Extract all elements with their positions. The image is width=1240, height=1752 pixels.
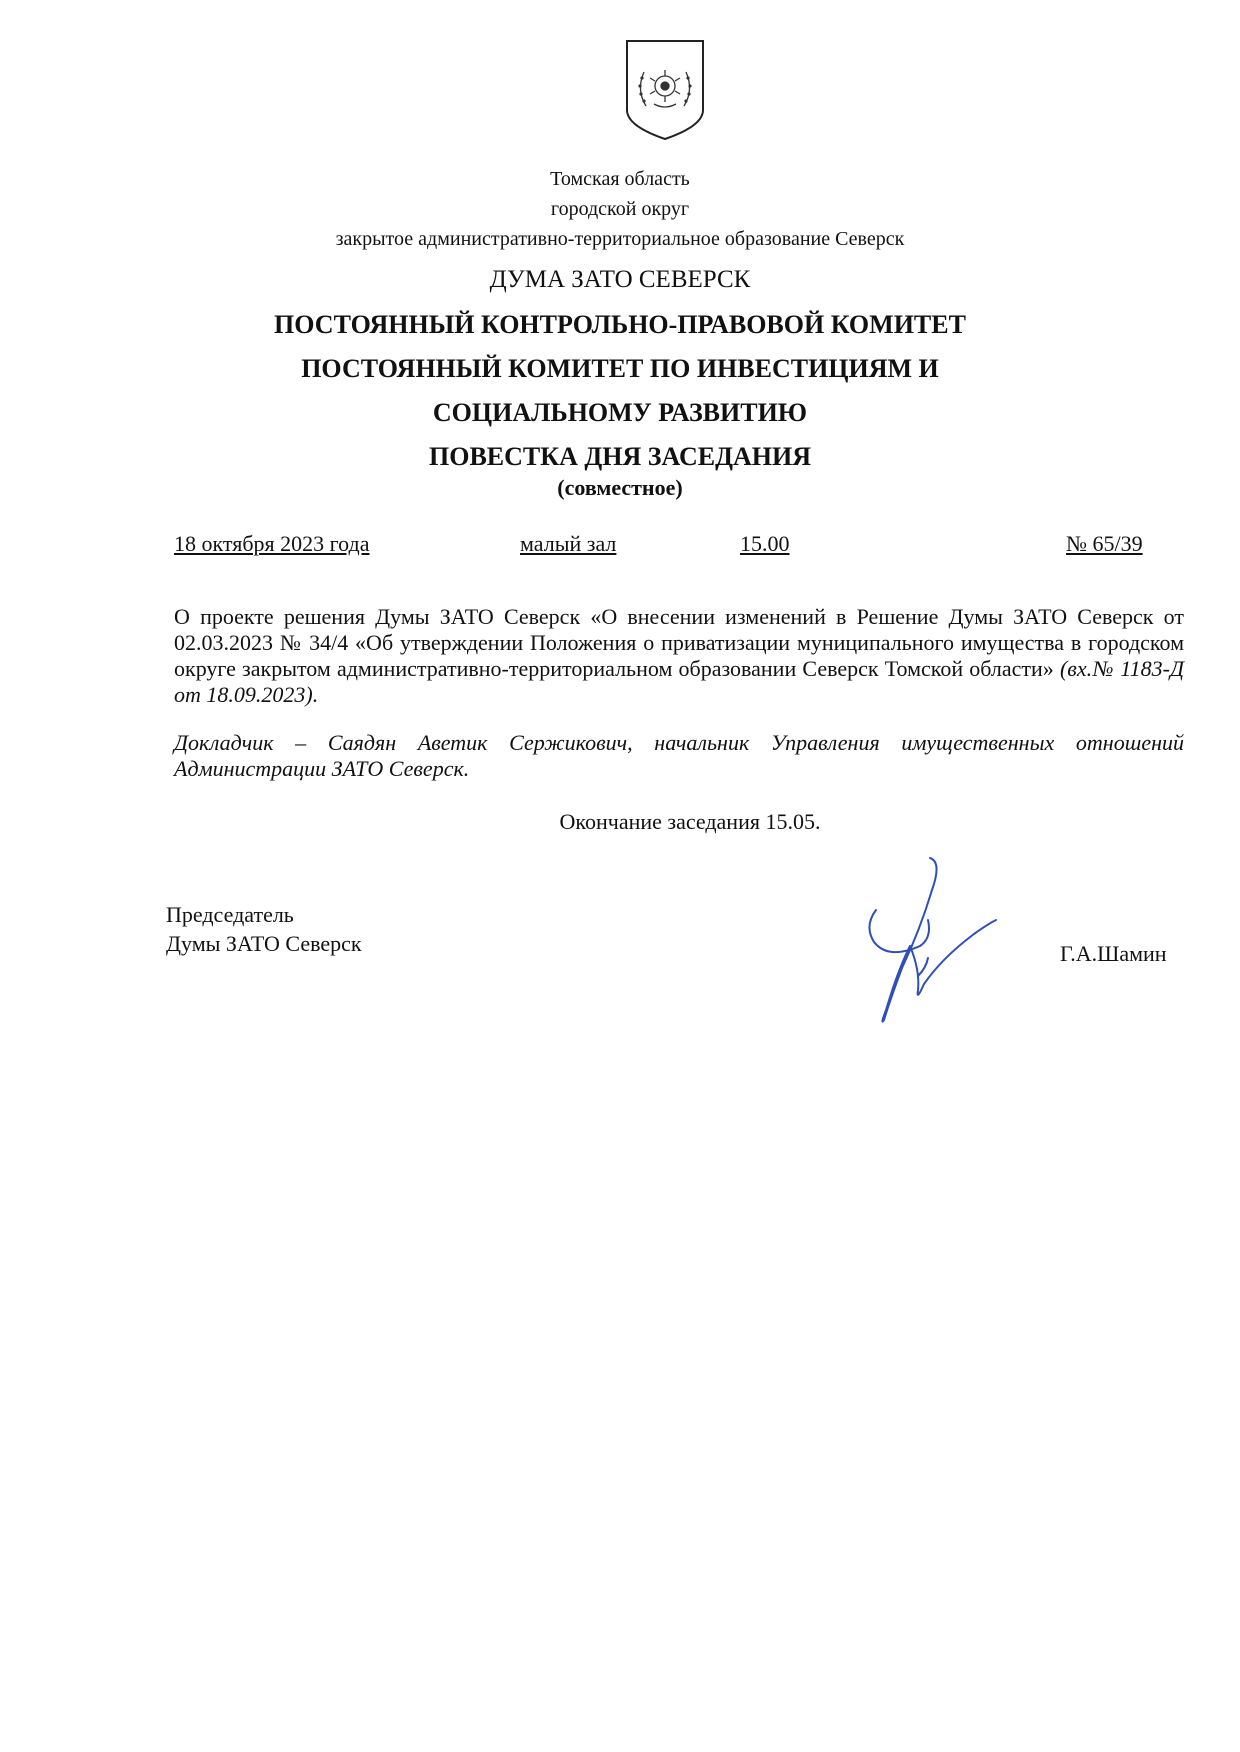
signatory-name: Г.А.Шамин <box>1060 941 1167 966</box>
handwritten-signature <box>862 850 1002 1025</box>
meeting-date: 18 октября 2023 года <box>174 531 370 556</box>
coat-of-arms-emblem <box>624 38 706 142</box>
agenda-item <box>174 604 1184 708</box>
signatory-title-line-2: Думы ЗАТО Северск <box>166 931 362 956</box>
speaker-line: Докладчик – Саядян Аветик Сержикович, начальник Управления имущественных отношений Администрации ЗАТО Северск. <box>174 730 1184 781</box>
meeting-place: малый зал <box>520 531 617 556</box>
meeting-number: № 65/39 <box>1066 531 1143 556</box>
header-region: Томская область <box>550 168 690 190</box>
incoming-reference: (вх.№ 1183-Д от 18.09.2023). <box>174 656 1185 707</box>
committee-title-1: ПОСТОЯННЫЙ КОНТРОЛЬНО-ПРАВОВОЙ КОМИТЕТ <box>274 310 966 339</box>
agenda-title: ПОВЕСТКА ДНЯ ЗАСЕДАНИЯ <box>429 442 811 471</box>
closing-time: Окончание заседания 15.05. <box>559 809 821 834</box>
header-duma: ДУМА ЗАТО СЕВЕРСК <box>489 266 751 293</box>
signatory-title <box>166 900 362 958</box>
agenda-item-text: О проекте решения Думы ЗАТО Северск «О внесении изменений в Решение Думы ЗАТО Северск от 02.03.2023 № 34/4 «Об утверждении Положения о приватизации муниципального имущества в городском округе закрытом административно-территориальном образовании Северск Томской области» <box>174 604 1184 681</box>
meeting-time: 15.00 <box>740 531 790 556</box>
header-zato: закрытое административно-территориальное образование Северск <box>335 228 905 250</box>
agenda-subtitle: (совместное) <box>557 475 683 500</box>
header-district: городской округ <box>550 198 690 220</box>
committee-title-2: ПОСТОЯННЫЙ КОМИТЕТ ПО ИНВЕСТИЦИЯМ И <box>301 354 939 383</box>
committee-title-3: СОЦИАЛЬНОМУ РАЗВИТИЮ <box>432 398 808 427</box>
signatory-title-line-1: Председатель <box>166 902 294 927</box>
